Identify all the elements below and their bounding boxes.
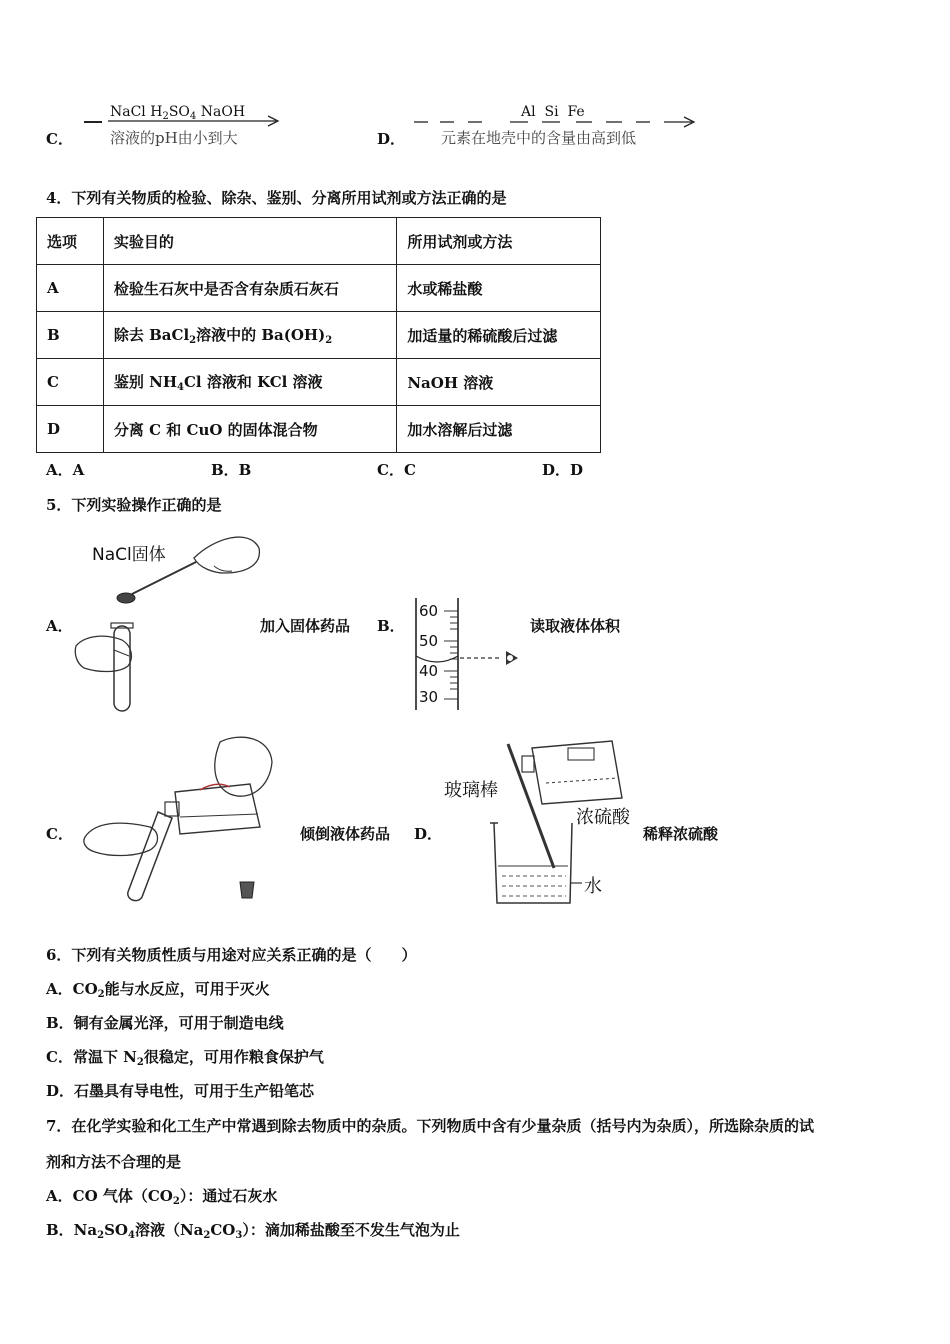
q6-option-a[interactable]: A．$CO_2$能与水反应，可用于灭火 — [46, 980, 270, 1000]
q7-stem-line2: 剂和方法不合理的是 — [46, 1153, 182, 1171]
q6-option-c[interactable]: C．常温下 $N_2$很稳定，可用作粮食保护气 — [46, 1048, 324, 1068]
cell-option: B — [37, 312, 104, 359]
cell-method: 水或稀盐酸 — [397, 265, 601, 312]
q5-b-scale-60: 60 — [419, 602, 439, 620]
q3-option-c-letter: C． — [46, 130, 73, 148]
header-method: 所用试剂或方法 — [397, 218, 601, 265]
cell-purpose: 鉴别 $NH_4Cl$ 溶液和 KCl 溶液 — [103, 359, 396, 406]
q3-c-bottom-label: 溶液的pH由小到大 — [110, 129, 238, 147]
table-row — [37, 359, 601, 406]
q5-option-d-letter[interactable]: D． — [414, 825, 443, 843]
table-row — [37, 265, 601, 312]
q4-answer-c[interactable]: C．C — [377, 461, 416, 479]
cell-purpose: 检验生石灰中是否含有杂质石灰石 — [103, 265, 396, 312]
cell-option: A — [37, 265, 104, 312]
table-row — [37, 406, 601, 453]
q5-option-c-caption: 倾倒液体药品 — [300, 825, 391, 843]
cell-option: C — [37, 359, 104, 406]
table-row — [37, 312, 601, 359]
cell-purpose: 除去 BaCl$_2$溶液中的 $Ba(OH)_2$ — [103, 312, 396, 359]
cell-method: 加水溶解后过滤 — [397, 406, 601, 453]
q3-c-dash — [84, 121, 102, 123]
q5-b-scale-40: 40 — [419, 662, 439, 680]
q4-stem: 4．下列有关物质的检验、除杂、鉴别、分离所用试剂或方法正确的是 — [46, 189, 507, 207]
q6-option-b[interactable]: B．铜有金属光泽，可用于制造电线 — [46, 1014, 284, 1032]
cell-purpose: 分离 C 和 CuO 的固体混合物 — [103, 406, 396, 453]
q3-d-top-items: Al Si Fe — [521, 104, 585, 120]
q5-option-b-letter[interactable]: B． — [377, 617, 405, 635]
table-header-row — [37, 218, 601, 265]
header-purpose: 实验目的 — [103, 218, 396, 265]
q5-d-label-acid: 浓硫酸 — [576, 807, 630, 828]
q5-option-d-caption: 稀释浓硫酸 — [643, 825, 719, 843]
header-option: 选项 — [37, 218, 104, 265]
q7-option-a[interactable]: A．CO 气体$(CO_2)$：通过石灰水 — [46, 1187, 278, 1207]
q3-c-arrow — [108, 115, 283, 127]
q7-stem-line1: 7．在化学实验和化工生产中常遇到除去物质中的杂质。下列物质中含有少量杂质（括号内为杂质），所选除杂质的试 — [46, 1117, 814, 1135]
q5-option-a-caption: 加入固体药品 — [260, 617, 351, 635]
q4-table — [36, 217, 601, 453]
q3-d-bottom-label: 元素在地壳中的含量由高到低 — [441, 129, 637, 147]
q5-option-c-letter[interactable]: C． — [46, 825, 73, 843]
cell-method: 加适量的稀硫酸后过滤 — [397, 312, 601, 359]
q4-answer-b[interactable]: B．B — [211, 461, 252, 479]
q5-b-scale-30: 30 — [419, 688, 439, 706]
q5-option-a-letter[interactable]: A． — [46, 617, 73, 635]
q5-d-label-glass-rod: 玻璃棒 — [444, 780, 498, 801]
q6-option-d[interactable]: D．石墨具有导电性，可用于生产铅笔芯 — [46, 1082, 315, 1100]
q7-option-b[interactable]: B．$Na_2SO_4$溶液$(Na_2CO_3)$：滴加稀盐酸至不发生气泡为止 — [46, 1221, 460, 1241]
q5-option-b-caption: 读取液体体积 — [530, 617, 621, 635]
q4-answer-d[interactable]: D．D — [542, 461, 584, 479]
q5-b-scale-50: 50 — [419, 632, 439, 650]
q5-a-figure — [74, 528, 264, 718]
cell-method: NaOH 溶液 — [397, 359, 601, 406]
q4-answer-a[interactable]: A．A — [46, 461, 85, 479]
q3-option-d-letter: D． — [377, 130, 406, 148]
q5-d-label-water: 水 — [584, 876, 602, 897]
q5-stem: 5．下列实验操作正确的是 — [46, 496, 222, 514]
q3-c-top-items: NaCl $H_2SO_4$ NaOH — [110, 104, 246, 122]
q5-a-fig-label: NaCl固体 — [92, 545, 166, 565]
q6-stem: 6．下列有关物质性质与用途对应关系正确的是（ ） — [46, 946, 417, 964]
q5-c-figure — [80, 732, 280, 912]
cell-option: D — [37, 406, 104, 453]
